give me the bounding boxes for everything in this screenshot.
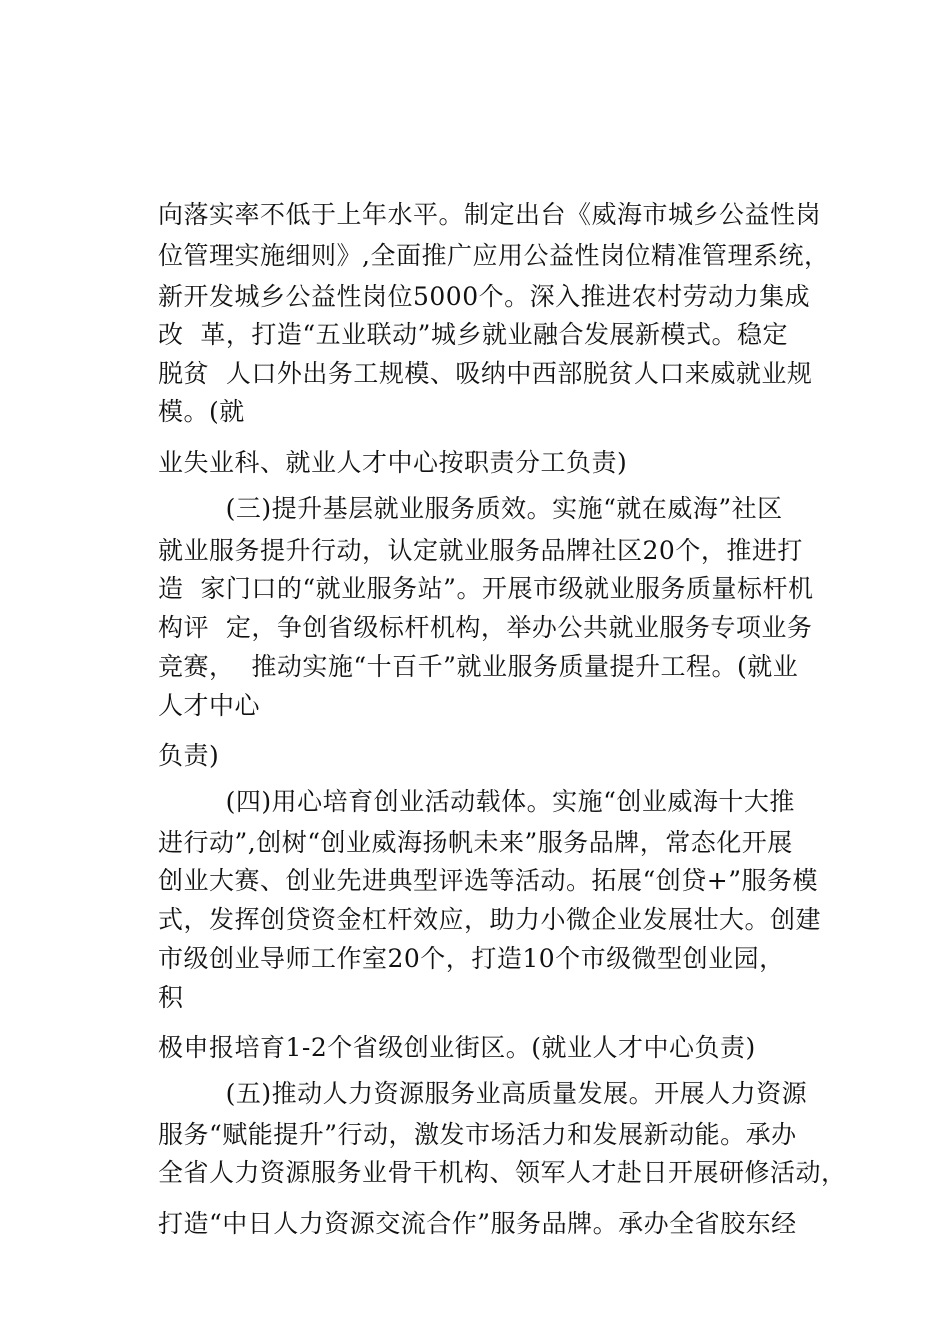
text-line-10: 造 家门口的“就业服务站”。开展市级就业服务质量标杆机: [158, 574, 814, 603]
text-line-9: 就业服务提升行动，认定就业服务品牌社区20个，推进打: [158, 536, 803, 565]
text-line-23: 服务“赋能提升”行动，激发市场活力和发展新动能。承办: [158, 1120, 797, 1149]
text-line-19: 市级创业导师工作室20个，打造10个市级微型创业园，: [158, 944, 785, 973]
text-line-11: 构评 定，争创省级标杆机构，举办公共就业服务专项业务: [158, 613, 813, 642]
text-line-17: 创业大赛、创业先进典型评选等活动。拓展“创贷+”服务模: [158, 866, 819, 895]
text-line-6: 模。(就: [158, 397, 245, 426]
text-line-16: 进行动”,创树“创业威海扬帆未来”服务品牌，常态化开展: [158, 828, 793, 857]
text-line-2: 位管理实施细则》,全面推广应用公益性岗位精准管理系统，: [158, 241, 830, 270]
text-line-12: 竞赛， 推动实施“十百千”就业服务质量提升工程。(就业: [158, 652, 799, 681]
text-line-5: 脱贫 人口外出务工规模、吸纳中西部脱贫人口来威就业规: [158, 359, 813, 388]
text-line-22: (五)推动人力资源服务业高质量发展。开展人力资源: [158, 1079, 808, 1108]
text-line-15: (四)用心培育创业活动载体。实施“创业威海十大推: [158, 787, 795, 816]
text-line-20: 积: [158, 983, 184, 1012]
text-line-14: 负责): [158, 741, 220, 770]
text-line-1: 向落实率不低于上年水平。制定出台《威海市城乡公益性岗: [158, 200, 822, 229]
text-line-24: 全省人力资源服务业骨干机构、领军人才赴日开展研修活动，: [158, 1158, 847, 1187]
text-line-25: 打造“中日人力资源交流合作”服务品牌。承办全省胶东经: [158, 1209, 797, 1238]
text-line-13: 人才中心: [158, 691, 261, 720]
text-line-21: 极申报培育1-2个省级创业街区。(就业人才中心负责): [158, 1033, 756, 1062]
text-line-7: 业失业科、就业人才中心按职责分工负责): [158, 448, 628, 477]
text-line-8: (三)提升基层就业服务质效。实施“就在威海”社区: [158, 494, 783, 523]
text-line-4: 改 革，打造“五业联动”城乡就业融合发展新模式。稳定: [158, 320, 788, 349]
text-line-3: 新开发城乡公益性岗位5000个。深入推进农村劳动力集成: [158, 282, 811, 311]
text-line-18: 式，发挥创贷资金杠杆效应，助力小微企业发展壮大。创建: [158, 905, 822, 934]
